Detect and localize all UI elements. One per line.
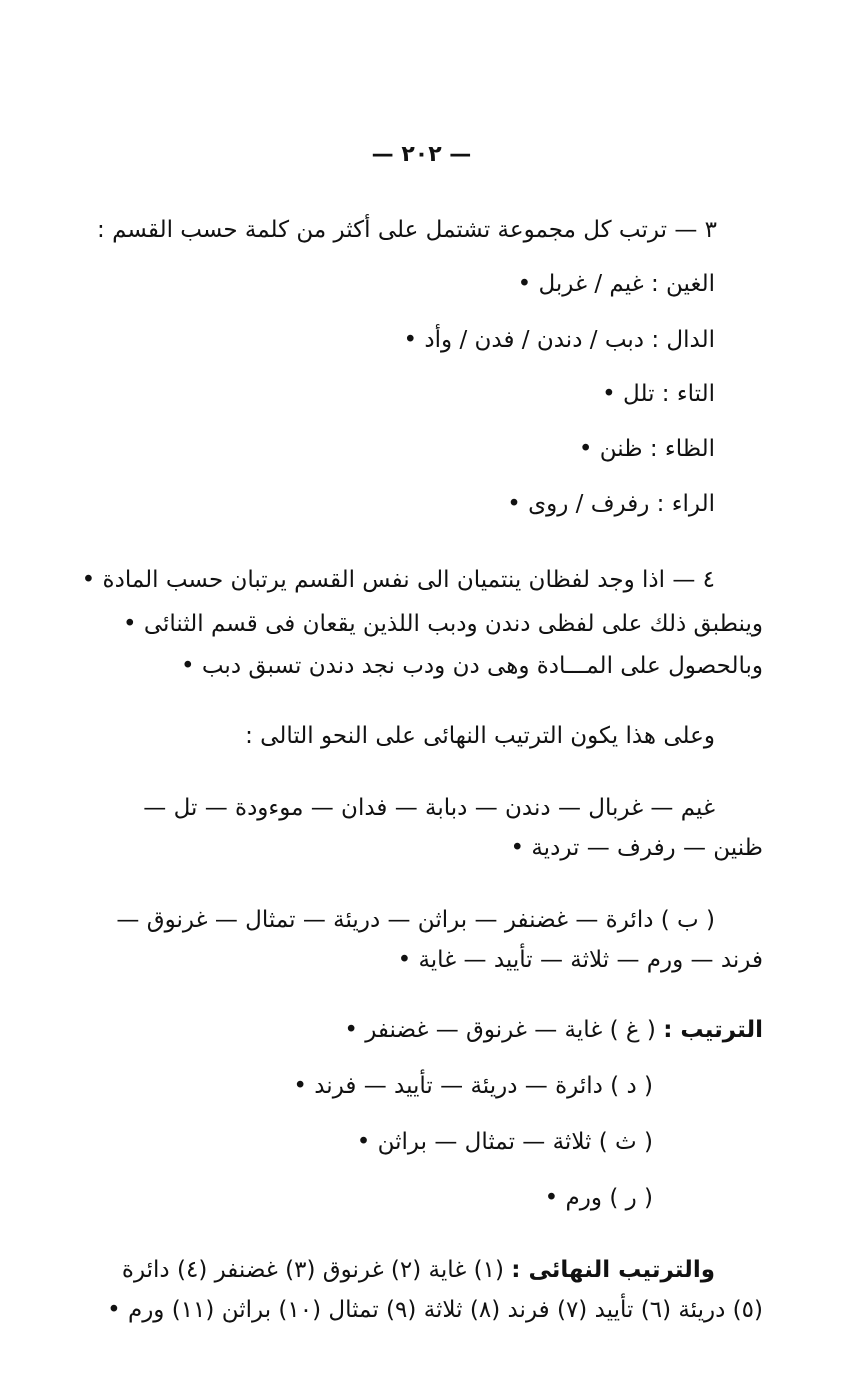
final-order-items-1: (١) غاية (٢) غرنوق (٣) غضنفر (٤) دائرة	[121, 1257, 504, 1283]
list-b-line-1: ( ب ) دائرة — غضنفر — براثن — دريئة — تمثال — غرنوق —	[116, 907, 715, 933]
page-number: — ٢٠٢ —	[371, 142, 472, 167]
list-a-line-1: غيم — غربال — دندن — دبابة — فدان — موءودة — تل —	[143, 795, 715, 821]
final-order-line-2: (٥) دريئة (٦) تأييد (٧) فرند (٨) ثلاثة (٩) تمثال (١٠) براثن (١١) ورم •	[107, 1297, 763, 1323]
list-b-line-2: فرند — ورم — ثلاثة — تأييد — غاية •	[397, 947, 763, 973]
item3-line-ghain: الغين : غيم / غربل •	[517, 271, 715, 297]
ordering-group-ghain: ( غ ) غاية — غرنوق — غضنفر •	[344, 1017, 656, 1043]
ordering-group-dal: ( د ) دائرة — دريئة — تأييد — فرند •	[293, 1073, 653, 1099]
item4-line-3: وبالحصول على المـــادة وهى دن ودب نجد دندن تسبق دبب •	[180, 653, 763, 679]
final-order-line-1	[122, 1254, 715, 1286]
item3-line-dal: الدال : دبب / دندن / فدن / وأد •	[403, 327, 715, 353]
item3-line-taa: التاء : تلل •	[602, 381, 715, 407]
final-order-label: والترتيب النهائى :	[511, 1257, 715, 1283]
item3-line-zaa: الظاء : ظنن •	[578, 436, 715, 462]
item3-heading: ٣ — ترتب كل مجموعة تشتمل على أكثر من كلمة حسب القسم :	[97, 217, 717, 243]
item4-line-1: ٤ — اذا وجد لفظان ينتميان الى نفس القسم يرتبان حسب المادة •	[81, 567, 715, 593]
item4-line-2: وينطبق ذلك على لفظى دندن ودبب اللذين يقعان فى قسم الثنائى •	[122, 611, 763, 637]
item3-line-raa: الراء : رفرف / روى •	[507, 491, 715, 517]
ordering-group-thaa: ( ث ) ثلاثة — تمثال — براثن •	[356, 1129, 653, 1155]
ordering-line	[344, 1014, 763, 1046]
list-a-line-2: ظنين — رفرف — تردية •	[510, 835, 763, 861]
ordering-label: الترتيب :	[663, 1017, 763, 1043]
ordering-group-raa: ( ر ) ورم •	[544, 1185, 653, 1211]
final-order-intro: وعلى هذا يكون الترتيب النهائى على النحو التالى :	[245, 723, 715, 749]
